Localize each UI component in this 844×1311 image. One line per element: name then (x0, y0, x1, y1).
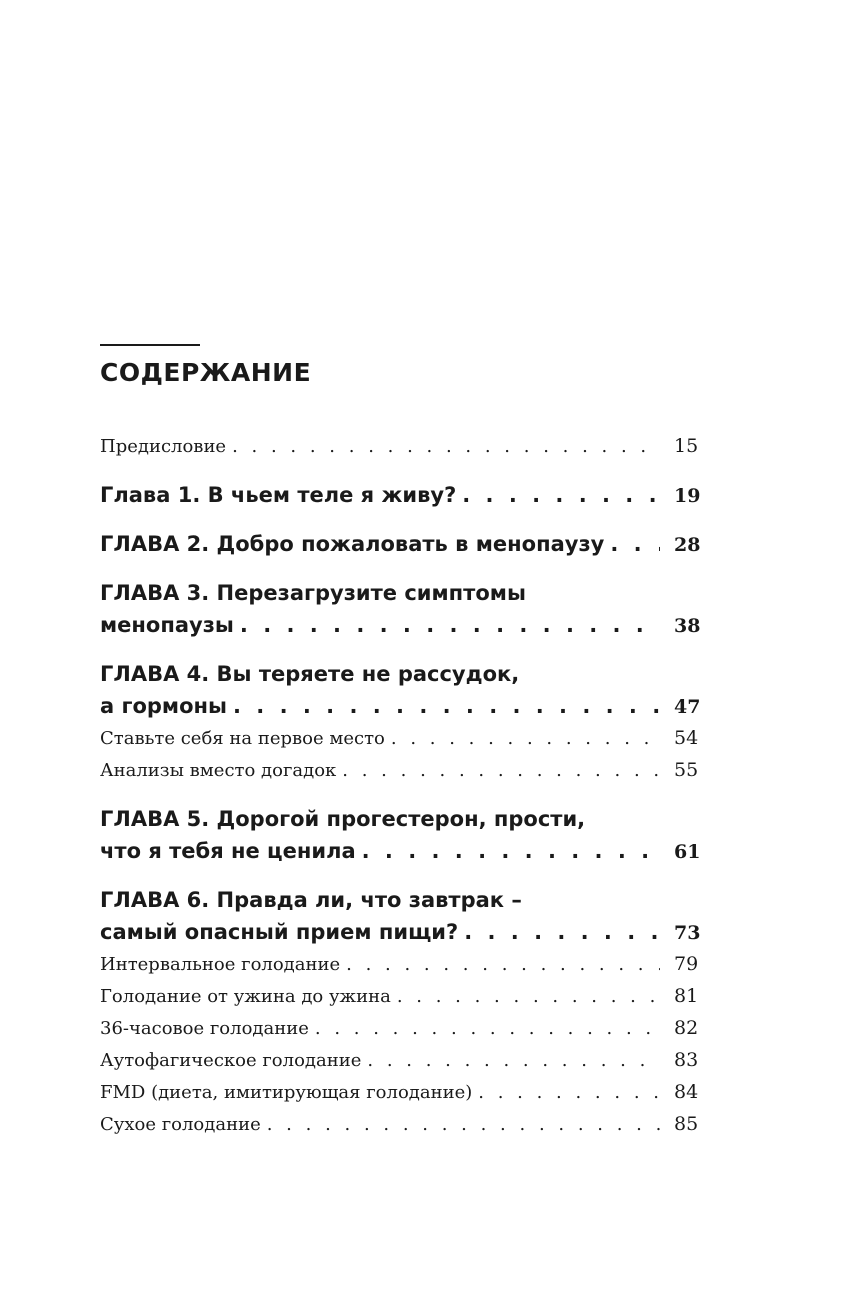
table-of-contents (100, 430, 701, 1140)
toc-entry-title: FMD (диета, имитирующая голодание) (100, 1082, 473, 1103)
toc-entry-heading: ГЛАВА 3. Перезагрузите симптомы (100, 581, 526, 605)
toc-entry-title: Голодание от ужина до ужина (100, 986, 391, 1007)
toc-entry-page: 73 (674, 922, 701, 944)
toc-entry-chapter-3[interactable] (100, 577, 701, 641)
toc-entry-title: Интервальное голодание (100, 954, 341, 975)
toc-entry-title: самый опасный прием пищи? (100, 920, 459, 944)
toc-entry-section[interactable] (100, 1108, 698, 1140)
toc-entry-title: Глава 1. В чьем теле я живу? (100, 483, 457, 507)
dot-leader (610, 528, 660, 560)
toc-entry-section[interactable] (100, 722, 698, 754)
toc-entry-chapter-1[interactable] (100, 479, 701, 511)
toc-entry-section[interactable] (100, 980, 698, 1012)
toc-entry-title: Предисловие (100, 436, 227, 457)
toc-entry-page: 47 (674, 696, 701, 718)
toc-entry-chapter-2[interactable] (100, 528, 701, 560)
toc-entry-title: что я тебя не ценила (100, 839, 356, 863)
dot-leader (464, 916, 660, 948)
toc-entry-title: ГЛАВА 2. Добро пожаловать в менопаузу (100, 532, 605, 556)
toc-entry-title: Ставьте себя на первое место (100, 728, 385, 749)
dot-leader (462, 479, 660, 511)
toc-entry-page: 85 (674, 1113, 699, 1135)
toc-title: СОДЕРЖАНИЕ (100, 358, 312, 387)
toc-entry-section[interactable] (100, 1012, 698, 1044)
dot-leader (342, 755, 660, 787)
toc-entry-page: 28 (674, 534, 701, 556)
dot-leader (346, 949, 660, 981)
dot-leader (478, 1077, 660, 1109)
toc-entry-title: а гормоны (100, 694, 228, 718)
toc-entry-page: 84 (674, 1081, 699, 1103)
dot-leader (391, 723, 660, 755)
dot-leader (367, 1045, 660, 1077)
toc-entry-title: Аутофагическое голодание (100, 1050, 362, 1071)
toc-entry-chapter-5[interactable] (100, 803, 701, 867)
toc-entry-page: 54 (674, 727, 699, 749)
title-rule (100, 344, 200, 346)
toc-entry-section[interactable] (100, 754, 698, 786)
toc-entry-section[interactable] (100, 1076, 698, 1108)
toc-entry-page: 82 (674, 1017, 699, 1039)
toc-entry-title: менопаузы (100, 613, 234, 637)
toc-entry-page: 83 (674, 1049, 699, 1071)
toc-entry-preface[interactable] (100, 430, 698, 462)
dot-leader (232, 431, 660, 463)
dot-leader (362, 835, 660, 867)
dot-leader (240, 609, 660, 641)
toc-entry-section[interactable] (100, 948, 698, 980)
toc-entry-page: 79 (674, 953, 699, 975)
toc-entry-title: 36-часовое голодание (100, 1018, 309, 1039)
dot-leader (315, 1013, 660, 1045)
toc-entry-page: 55 (674, 759, 699, 781)
toc-entry-title: Сухое голодание (100, 1114, 261, 1135)
dot-leader (267, 1109, 660, 1141)
dot-leader (397, 981, 660, 1013)
toc-entry-page: 15 (674, 435, 699, 457)
toc-entry-chapter-6[interactable] (100, 884, 701, 948)
toc-entry-page: 61 (674, 841, 701, 863)
toc-entry-heading: ГЛАВА 4. Вы теряете не рассудок, (100, 662, 520, 686)
toc-entry-heading: ГЛАВА 6. Правда ли, что завтрак – (100, 888, 522, 912)
dot-leader (233, 690, 660, 722)
toc-entry-page: 81 (674, 985, 699, 1007)
toc-entry-page: 38 (674, 615, 701, 637)
toc-entry-chapter-4[interactable] (100, 658, 701, 722)
toc-entry-heading: ГЛАВА 5. Дорогой прогестерон, прости, (100, 807, 586, 831)
toc-entry-title: Анализы вместо догадок (100, 760, 337, 781)
toc-entry-page: 19 (674, 485, 701, 507)
toc-entry-section[interactable] (100, 1044, 698, 1076)
